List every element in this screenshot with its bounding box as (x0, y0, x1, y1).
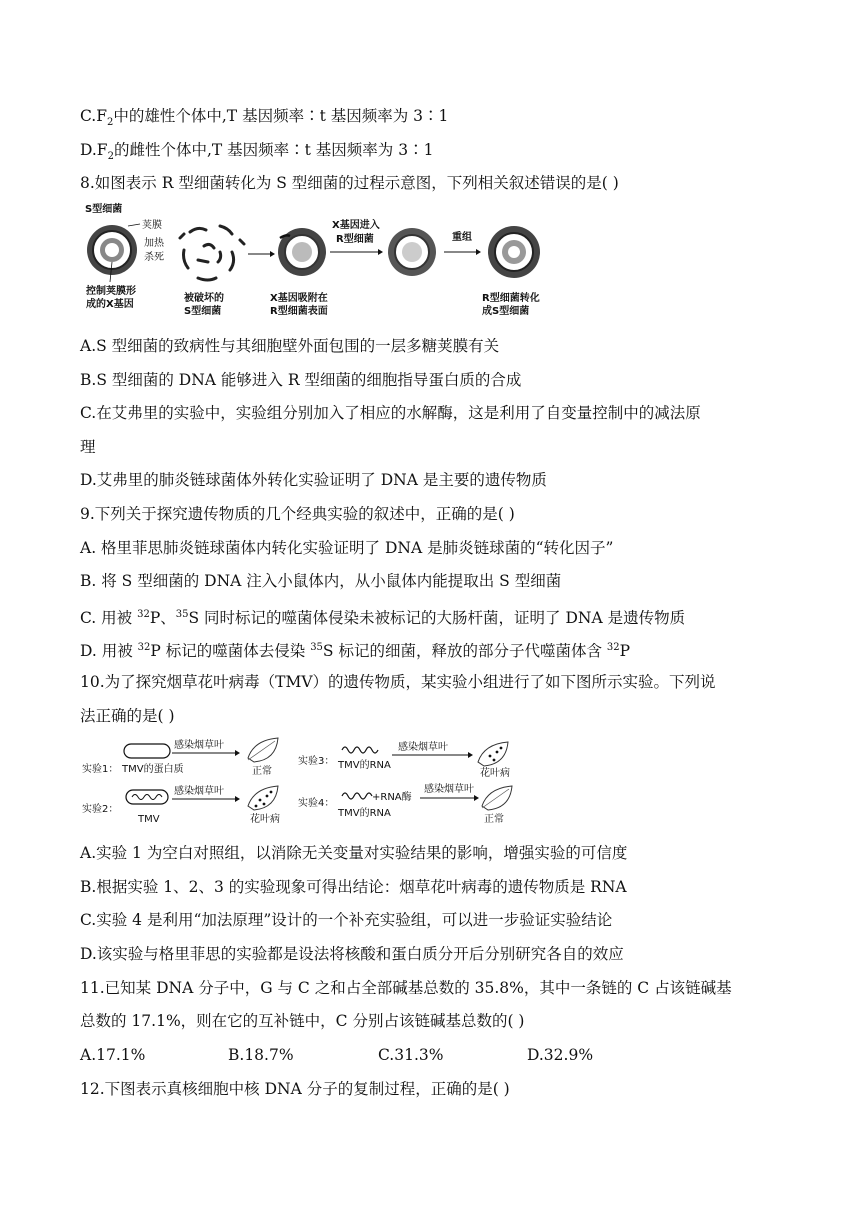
label-exp2-result: 花叶病 (250, 814, 280, 825)
label-exp4-result: 正常 (484, 814, 504, 825)
label-exp4-item: TMV的RNA (338, 808, 391, 819)
tmv-experiment-figure (80, 736, 520, 828)
label-broken2: S型细菌 (184, 306, 222, 317)
label-infect-3: 感染烟草叶 (398, 742, 448, 753)
label-adsorb2: R型细菌表面 (270, 306, 328, 317)
q7-option-d: $D.F_2$的雌性个体中,T 基因频率∶t 基因频率为 3∶1 (80, 141, 434, 163)
label-convert1: R型细菌转化 (482, 293, 540, 304)
leaf-icon-healthy-4 (482, 786, 512, 810)
label-exp3-result: 花叶病 (480, 768, 510, 779)
broken-s-cell-diagram (180, 226, 244, 280)
q8-stem: 8.如图表示 R 型细菌转化为 S 型细菌的过程示意图，下列相关叙述错误的是( ) (80, 174, 619, 192)
label-exp3-item: TMV的RNA (338, 760, 391, 771)
leaf-icon-diseased-3 (478, 742, 508, 766)
r-cell-adsorb-diagram (278, 228, 326, 276)
q10-option-c: C.实验 4 是利用“加法原理”设计的一个补充实验组，可以进一步验证实验结论 (80, 911, 613, 929)
q8-option-b: B.S 型细菌的 DNA 能够进入 R 型细菌的细胞指导蛋白质的合成 (80, 371, 522, 389)
q10-option-a: A.实验 1 为空白对照组，以消除无关变量对实验结果的影响，增强实验的可信度 (80, 844, 628, 862)
r-cell-entered-diagram (388, 228, 436, 276)
q9-option-d: D. 用被 $^{32}$P 标记的噬菌体去侵染 $^{35}$S 标记的细菌，释放的部分子代噬菌体含 $^{32}$P (80, 642, 631, 661)
q10-option-b: B.根据实验 1、2、3 的实验现象可得出结论：烟草花叶病毒的遗传物质是 RNA (80, 878, 627, 896)
label-convert2: 成S型细菌 (482, 306, 530, 317)
q11-stem-line2: 总数的 17.1%，则在它的互补链中，C 分别占该链碱基总数的( ) (80, 1012, 525, 1030)
bacteria-transformation-figure (80, 202, 560, 322)
label-heat2: 杀死 (144, 252, 164, 263)
label-s-cell: S型细菌 (85, 204, 123, 215)
q9-stem: 9.下列关于探究遗传物质的几个经典实验的叙述中，正确的是( ) (80, 505, 515, 523)
label-exp1-result: 正常 (252, 766, 272, 777)
label-heat1: 加热 (144, 238, 164, 249)
s-cell-diagram (87, 225, 137, 275)
q9-option-a: A. 格里菲思肺炎链球菌体内转化实验证明了 DNA 是肺炎链球菌的“转化因子” (80, 539, 614, 557)
q7-option-c: $C.F_2$中的雄性个体中,T 基因频率∶t 基因频率为 3∶1 (80, 107, 449, 129)
q8-option-c-line1: C.在艾弗里的实验中，实验组分别加入了相应的水解酶，这是利用了自变量控制中的减法原 (80, 404, 701, 422)
q10-stem-line2: 法正确的是( ) (80, 707, 175, 725)
leaf-icon-diseased-2 (248, 786, 278, 810)
q8-option-d: D.艾弗里的肺炎链球菌体外转化实验证明了 DNA 是主要的遗传物质 (80, 471, 547, 489)
rna-strand-4 (342, 793, 372, 799)
converted-s-cell-diagram (488, 226, 540, 278)
label-exp3: 实验3： (298, 756, 335, 767)
q12-stem: 12.下图表示真核细胞中核 DNA 分子的复制过程，正确的是( ) (80, 1080, 510, 1098)
label-gene1: 控制荚膜形 (86, 286, 136, 297)
label-exp2: 实验2： (82, 804, 119, 815)
label-infect-1: 感染烟草叶 (174, 740, 224, 751)
label-exp4: 实验4： (298, 798, 335, 809)
label-infect-4: 感染烟草叶 (424, 784, 474, 795)
tmv-protein-capsule (124, 744, 170, 758)
q11-option-a: A.17.1% (80, 1046, 146, 1064)
label-exp2-item: TMV (138, 814, 160, 825)
label-enter2: R型细菌 (336, 234, 374, 245)
label-exp1-item: TMV的蛋白质 (122, 764, 184, 775)
label-exp4-add: +RNA酶 (372, 792, 412, 803)
q9-option-b: B. 将 S 型细菌的 DNA 注入小鼠体内，从小鼠体内能提取出 S 型细菌 (80, 572, 562, 590)
q11-option-d: D.32.9% (527, 1046, 594, 1064)
q8-option-a: A.S 型细菌的致病性与其细胞壁外面包围的一层多糖荚膜有关 (80, 337, 500, 355)
label-enter1: X基因进入 (332, 220, 380, 231)
label-infect-2: 感染烟草叶 (174, 786, 224, 797)
label-adsorb1: X基因吸附在 (270, 293, 328, 304)
label-capsule: 荚膜 (142, 220, 162, 231)
label-gene2: 成的X基因 (86, 299, 134, 310)
rna-strand-3 (342, 747, 378, 753)
q11-stem-line1: 11.已知某 DNA 分子中，G 与 C 之和占全部碱基总数的 35.8%，其中一条链的 C 占该链碱基 (80, 979, 732, 997)
q11-option-c: C.31.3% (378, 1046, 444, 1064)
q9-option-c: C. 用被 $^{32}$P、$^{35}$S 同时标记的噬菌体侵染未被标记的大肠杆菌，证明了 DNA 是遗传物质 (80, 609, 686, 628)
label-exp1: 实验1： (82, 764, 119, 775)
leaf-icon-healthy-1 (248, 738, 278, 762)
q8-option-c-line2: 理 (80, 438, 96, 456)
q10-stem-line1: 10.为了探究烟草花叶病毒（TMV）的遗传物质，某实验小组进行了如下图所示实验。下列说 (80, 673, 716, 691)
q10-option-d: D.该实验与格里菲思的实验都是设法将核酸和蛋白质分开后分别研究各自的效应 (80, 945, 624, 963)
label-broken1: 被破坏的 (184, 293, 224, 304)
label-recomb: 重组 (452, 232, 472, 243)
q11-option-b: B.18.7% (228, 1046, 294, 1064)
